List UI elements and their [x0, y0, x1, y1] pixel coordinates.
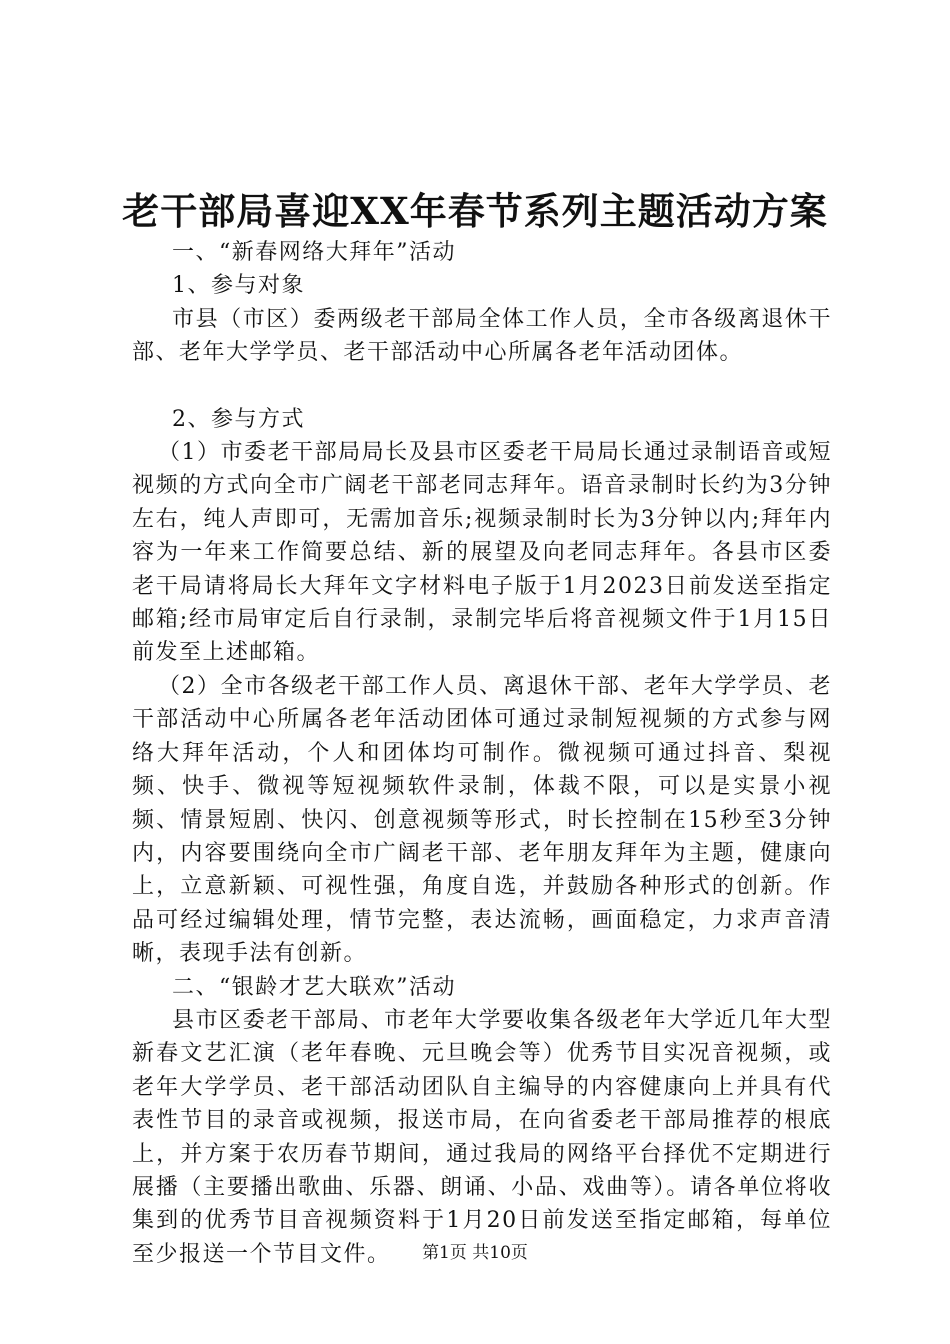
document-title: 老干部局喜迎XX年春节系列主题活动方案: [122, 189, 828, 233]
section-heading-2: 二、“银龄才艺大联欢”活动: [172, 974, 456, 1000]
paragraph-participants: 市县（市区）委两级老干部局全体工作人员，全市各级离退休干部、老年大学学员、老干部活动中心所属各老年活动团体。: [132, 306, 832, 366]
paragraph-spacer: [132, 370, 832, 403]
document-body: [132, 236, 832, 1271]
paragraph-method-1: （1）市委老干部局局长及县市区委老干局局长通过录制语音或短视频的方式向全市广阔老干部老同志拜年。语音录制时长约为3分钟左右，纯人声即可，无需加音乐;视频录制时长为3分钟以内;拜年内容为一年来工作简要总结、新的展望及向老同志拜年。各县市区委老干局请将局长大拜年文字材料电子版于1月2023日前发送至指定邮箱;经市局审定后自行录制，录制完毕后将音视频文件于1月15日前发至上述邮箱。: [132, 440, 832, 666]
subheading-method: 2、参与方式: [172, 406, 305, 432]
subheading-participants: 1、参与对象: [172, 273, 305, 299]
paragraph-section-2: 县市区委老干部局、市老年大学要收集各级老年大学近几年大型新春文艺汇演（老年春晚、元旦晚会等）优秀节目实况音视频，或老年大学学员、老干部活动团队自主编导的内容健康向上并具有代表性节目的录音或视频，报送市局，在向省委老干部局推荐的根底上，并方案于农历春节期间，通过我局的网络平台择优不定期进行展播（主要播出歌曲、乐器、朗诵、小品、戏曲等）。请各单位将收集到的优秀节目音视频资料于1月20日前发送至指定邮箱，每单位至少报送一个节目文件。: [132, 1007, 832, 1267]
paragraph-method-2: （2）全市各级老干部工作人员、离退休干部、老年大学学员、老干部活动中心所属各老年活动团体可通过录制短视频的方式参与网络大拜年活动，个人和团体均可制作。微视频可通过抖音、梨视频、快手、微视等短视频软件录制，体裁不限，可以是实景小视频、情景短剧、快闪、创意视频等形式，时长控制在15秒至3分钟内，内容要围绕向全市广阔老干部、老年朋友拜年为主题，健康向上，立意新颖、可视性强，角度自选，并鼓励各种形式的创新。作品可经过编辑处理，情节完整，表达流畅，画面稳定，力求声音清晰，表现手法有创新。: [132, 673, 832, 967]
page-number: 第1页 共10页: [422, 1243, 528, 1263]
section-heading-1: 一、“新春网络大拜年”活动: [172, 240, 456, 265]
